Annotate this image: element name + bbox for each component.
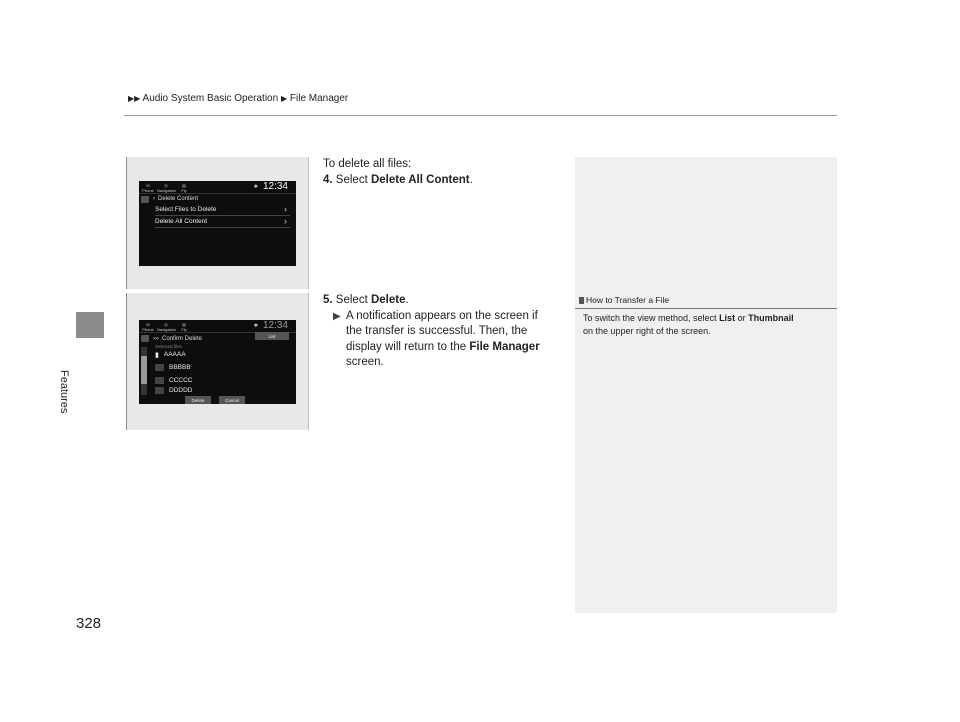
file-icon — [155, 364, 164, 371]
menu-item-select-files[interactable] — [155, 204, 290, 216]
step-5-result: ▶ A notification appears on the screen if the transfer is successful. Then, the display will return to the File Manager screen. — [333, 309, 540, 368]
cancel-button[interactable]: Cancel — [219, 396, 245, 404]
step-5 — [323, 293, 563, 371]
breadcrumb — [128, 93, 348, 104]
step-5-line: 5. Select Delete. — [323, 294, 409, 306]
chapter-tab — [76, 312, 104, 338]
screenshot-frame-2 — [126, 293, 309, 430]
bluetooth-icon: ✱ — [253, 323, 258, 329]
chevron-right-icon: › — [284, 216, 287, 226]
note-title: How to Transfer a File — [579, 295, 669, 305]
screen-title-row — [139, 194, 296, 204]
page-number: 328 — [76, 615, 102, 632]
menu-item-delete-all[interactable] — [155, 216, 290, 228]
breadcrumb-arrow-icon: ▶ — [280, 94, 288, 103]
note-body: To switch the view method, select List or Thumbnail on the upper right of the screen. — [583, 313, 794, 336]
screen-title: Delete Content — [158, 196, 199, 202]
navigation-icon: ◎ Navigation — [157, 183, 176, 193]
chevron-right-icon: › — [153, 196, 155, 202]
phone-icon: ☏ Phone — [142, 322, 154, 332]
delete-button[interactable]: Delete — [185, 396, 211, 404]
file-item[interactable]: DDDDD — [155, 386, 290, 394]
result-arrow-icon: ▶ — [333, 310, 341, 322]
home-icon[interactable] — [141, 335, 149, 342]
scrollbar-thumb[interactable] — [141, 356, 147, 384]
navigation-icon: ◎ Navigation — [157, 322, 176, 332]
bluetooth-icon: ✱ — [253, 184, 258, 190]
steps-intro — [323, 157, 473, 188]
screenshot-frame-1 — [126, 157, 309, 289]
fly-icon: ▤ Fly — [181, 183, 187, 193]
file-icon — [155, 377, 164, 384]
breadcrumb-arrow-icon: ▶▶ — [128, 94, 141, 103]
step-4: 4. Select Delete All Content. — [323, 173, 473, 186]
view-list-button[interactable]: List — [255, 332, 289, 340]
breadcrumb-page: File Manager — [289, 93, 349, 104]
clock: 12:34 — [262, 320, 288, 331]
screen-confirm-delete — [139, 320, 296, 404]
file-item[interactable]: ▮ AAAAA — [155, 351, 186, 359]
file-icon — [155, 387, 164, 394]
chapter-label: Features — [58, 370, 70, 414]
status-bar — [139, 181, 296, 194]
breadcrumb-section: Audio System Basic Operation — [142, 93, 279, 104]
file-item[interactable]: CCCCC — [155, 375, 290, 386]
folder-icon: ▮ — [155, 351, 159, 359]
phone-icon: ☏ Phone — [142, 183, 154, 193]
note-rule — [575, 308, 837, 309]
fly-icon: ▤ Fly — [181, 322, 187, 332]
file-item[interactable]: BBBBB — [155, 362, 290, 373]
header-rule — [124, 115, 837, 116]
scrollbar[interactable] — [141, 347, 147, 395]
screen-delete-content — [139, 181, 296, 266]
intro-line: To delete all files: — [323, 158, 412, 170]
note-badge-icon — [579, 297, 584, 304]
home-icon[interactable] — [141, 196, 149, 203]
menu-item-label: Select Files to Delete — [155, 206, 217, 213]
note-panel — [575, 157, 837, 613]
section-label: Selected files — [155, 344, 182, 349]
chevron-right-icon: ››› — [153, 335, 159, 342]
clock: 12:34 — [262, 181, 288, 192]
chevron-right-icon: › — [284, 204, 287, 214]
screen-title: Confirm Delete — [162, 335, 203, 342]
menu-item-label: Delete All Content — [155, 218, 208, 225]
